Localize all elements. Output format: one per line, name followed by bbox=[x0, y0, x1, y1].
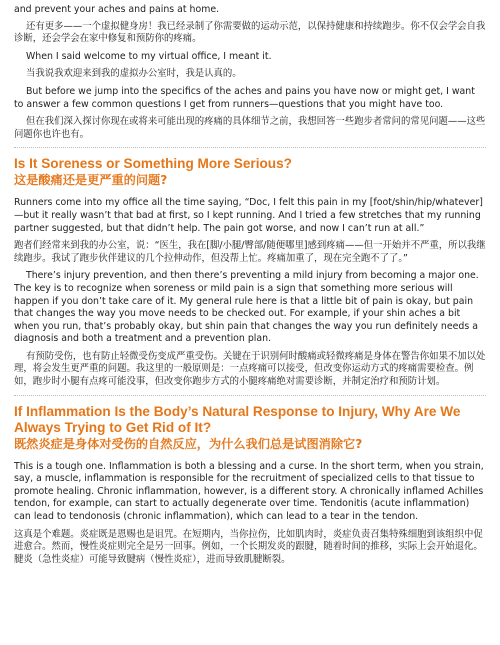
section-1-paragraph-2-en: There’s injury prevention, and then there’s preventing a mild injury from becoming a major one. The key is to recognize when soreness or mild pain is a sign that something more serious will happen if you don’t take care of it. My general rule here is that a little bit of pain is okay, but pain that changes the way you move needs to be checked out. For example, if your shin aches a bit when you run, that’s probably okay, but shin pain that changes the way you run definitely needs a diagnosis and both a treatment and a prevention plan. bbox=[14, 270, 479, 345]
section-1-paragraph-1-en: Runners come into my office all the time saying, “Doc, I felt this pain in my [foot/shin/hip/whatever]—but it really wasn’t that bad at first, so I kept running. And I tried a few stretches that my running partner suggested, but that didn’t help. The pain got worse, and now I can’t run at all.” bbox=[14, 197, 483, 234]
section-divider-1 bbox=[14, 147, 486, 148]
section-2-paragraph-1-zh: 这真是个难题。炎症既是恩赐也是诅咒。在短期内，当你拉伤，比如肌肉时，炎症负责召集特殊细胞到该组织中促进愈合。然而，慢性炎症则完全是另一回事。例如，一个长期发炎的跟腱，随着时间的推移，实际上会开始退化。腱炎（急性炎症）可能导致腱病（慢性炎症），进而导致肌腱断裂。 bbox=[14, 528, 483, 565]
section-1-paragraph-2-zh: 有预防受伤，也有防止轻微受伤变成严重受伤。关键在于识别何时酸痛或轻微疼痛是身体在警告你如果不加以处理，将会发生更严重的问题。我这里的一般原则是：一点疼痛可以接受，但改变你运动方式的疼痛需要检查。例如，跑步时小腿有点疼可能没事，但改变你跑步方式的小腿疼痛绝对需要诊断，并制定治疗和预防计划。 bbox=[14, 350, 486, 388]
intro-paragraph-2-en: When I said welcome to my virtual office, I meant it. bbox=[26, 50, 272, 62]
section-divider-2 bbox=[14, 395, 486, 396]
section-2-heading-en: If Inflammation Is the Body’s Natural Response to Injury, Why Are We Always Trying to Get Rid of It? bbox=[14, 403, 461, 435]
intro-paragraph-1-zh: 还有更多——一个虚拟健身房！我已经录制了你需要做的运动示范，以保持健康和持续跑步。你不仅会学会自我诊断，还会学会在家中修复和预防你的疼痛。 bbox=[14, 20, 486, 45]
intro-paragraph-3-zh: 但在我们深入探讨你现在或将来可能出现的疼痛的具体细节之前，我想回答一些跑步者常问的常见问题——这些问题你也许也有。 bbox=[14, 116, 486, 140]
section-2-paragraph-1-en: This is a tough one. Inflammation is both a blessing and a curse. In the short term, when you strain, say, a muscle, inflammation is responsible for the recruitment of specialized cells to that tissue to promote healing. Chronic inflammation, however, is a different story. A chronically inflamed Achilles tendon, for example, can start to actually degenerate over time. Tendonitis (acute inflammation) can lead to tendonosis (chronic inflammation), which can lead to a tear in the tendon. bbox=[14, 460, 484, 523]
intro-paragraph-3-en: But before we jump into the specifics of the aches and pains you have now or might get, I want to answer a few common questions I get from runners—questions that you might have too. bbox=[14, 85, 475, 110]
section-1-paragraph-1-zh: 跑者们经常来到我的办公室，说：“医生，我在[脚/小腿/臀部/随便哪里]感到疼痛——但一开始并不严重，所以我继续跑步。我试了跑步伙伴建议的几个拉伸动作，但没帮上忙。疼痛加重了，现在完全跑不了了。” bbox=[14, 240, 486, 264]
section-1-heading-en: Is It Soreness or Something More Serious? bbox=[14, 156, 292, 172]
intro-paragraph-2-zh: 当我说我欢迎来到我的虚拟办公室时，我是认真的。 bbox=[26, 68, 242, 80]
intro-paragraph-1-en: and prevent your aches and pains at home. bbox=[14, 4, 220, 15]
section-2-heading-zh: 既然炎症是身体对受伤的自然反应，为什么我们总是试图消除它? bbox=[14, 436, 363, 451]
section-1-heading-zh: 这是酸痛还是更严重的问题? bbox=[14, 173, 168, 188]
